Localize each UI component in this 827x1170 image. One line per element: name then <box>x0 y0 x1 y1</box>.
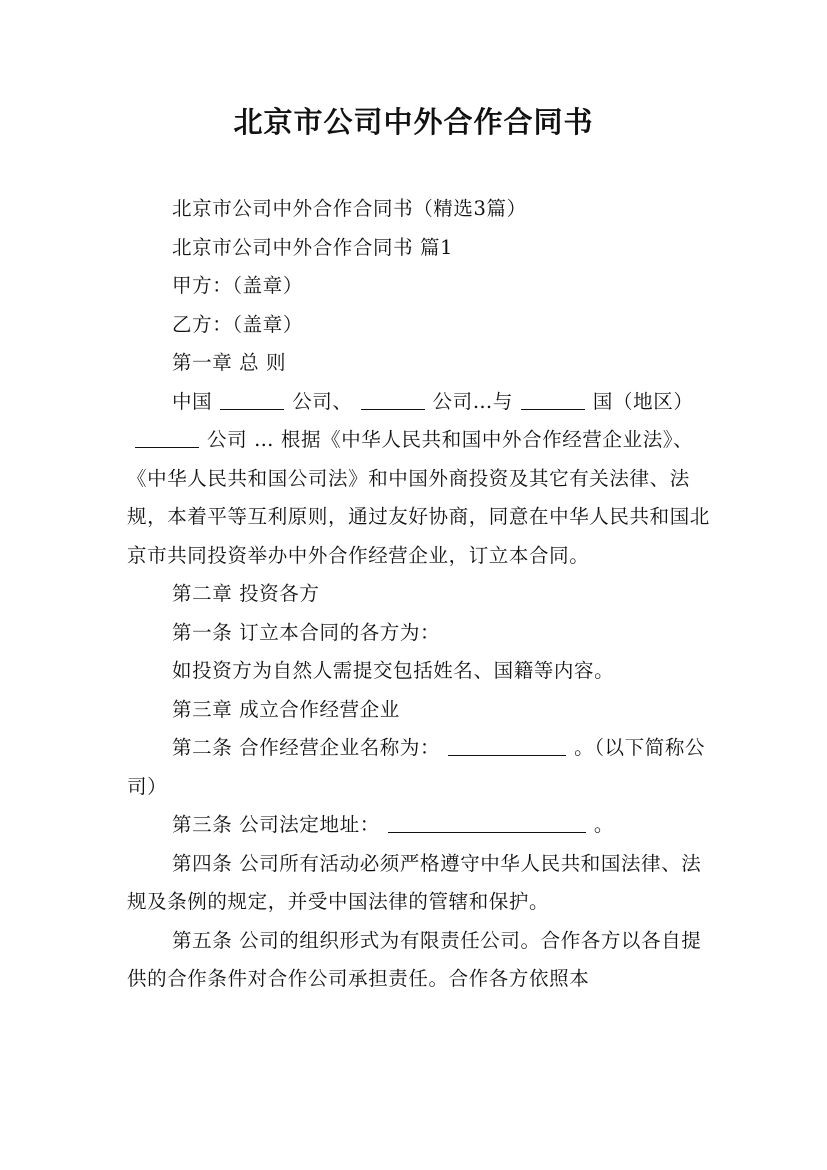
blank-field <box>448 731 566 756</box>
party-a-line: 甲方：（盖章） <box>172 274 303 297</box>
preamble-paragraph <box>127 383 717 576</box>
blank-field <box>135 423 199 448</box>
preamble-text-5: 公司 … 根据《中华人民共和国中外合作经营企业法》、《中华人民共和国公司法》和中国外商投资及其它有关法律、法规，本着平等互利原则，通过友好协商，同意在中华人民共和国北京市共同投资举办中外合作经营企业，订立本合同。 <box>127 428 710 567</box>
blank-field <box>388 808 586 833</box>
preamble-text-2: 公司、 <box>292 389 353 413</box>
chapter-3-heading: 第三章 成立合作经营企业 <box>172 697 400 721</box>
article-1-note: 如投资方为自然人需提交包括姓名、国籍等内容。 <box>172 659 615 682</box>
article-2 <box>127 729 717 806</box>
blank-field <box>220 385 284 410</box>
subtitle-line: 北京市公司中外合作合同书（精选3篇） <box>172 197 527 220</box>
preamble-text-1: 中国 <box>172 389 213 413</box>
article-3-suffix: 。 <box>593 813 614 836</box>
blank-field <box>521 385 585 410</box>
document-title: 北京市公司中外合作合同书 <box>233 105 594 139</box>
preamble-text-3: 公司…与 <box>432 389 513 413</box>
document-body <box>127 190 717 999</box>
chapter-2-heading: 第二章 投资各方 <box>172 582 320 605</box>
blank-field <box>361 385 425 410</box>
article-5: 第五条 公司的组织形式为有限责任公司。合作各方以各自提供的合作条件对合作公司承担责任。合作各方依照本 <box>127 928 702 990</box>
article-3 <box>127 806 717 845</box>
article-4: 第四条 公司所有活动必须严格遵守中华人民共和国法律、法规及条例的规定，并受中国法律的管辖和保护。 <box>127 851 702 913</box>
party-b-line: 乙方：（盖章） <box>172 312 303 336</box>
preamble-text-4: 国（地区） <box>592 389 694 413</box>
article-2-label: 第二条 合作经营企业名称为： <box>172 736 441 759</box>
article-3-label: 第三条 公司法定地址： <box>172 813 380 836</box>
part-heading: 北京市公司中外合作合同书 篇1 <box>172 235 454 259</box>
article-2-suffix: 。（以下简称公司） <box>127 736 706 798</box>
chapter-1-heading: 第一章 总 则 <box>172 351 287 374</box>
article-1: 第一条 订立本合同的各方为： <box>172 620 441 644</box>
